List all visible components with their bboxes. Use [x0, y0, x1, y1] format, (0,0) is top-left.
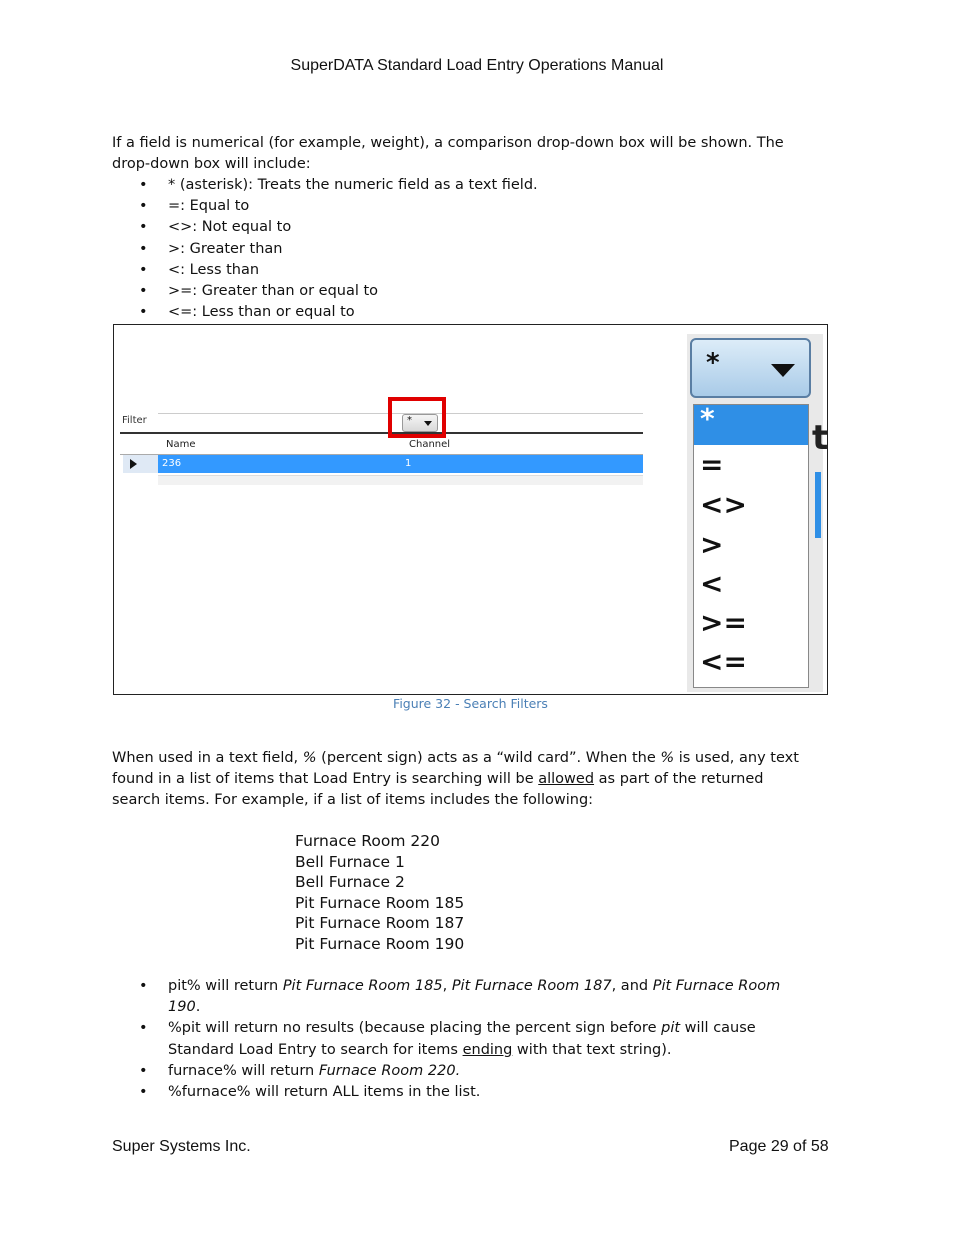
cutoff-letter: t [812, 418, 829, 458]
dropdown-value: * [407, 415, 412, 426]
list-item: • <>: Not equal to [112, 217, 832, 238]
intro-line-1: If a field is numerical (for example, weight), a comparison drop-down box will be shown. The [112, 135, 784, 151]
footer-company: Super Systems Inc. [112, 1138, 251, 1155]
table-row[interactable] [158, 455, 643, 473]
wildcard-line-3: search items. For example, if a list of items includes the following: [112, 792, 594, 808]
cell-name: 236 [162, 458, 182, 469]
intro-line-2: drop-down box will include: [112, 156, 311, 172]
list-item: • * (asterisk): Treats the numeric field as a text field. [112, 175, 832, 196]
row-arrow-icon [129, 458, 139, 470]
list-item: Furnace Room 220 [295, 832, 440, 850]
row-selector[interactable] [123, 455, 159, 473]
cutoff-selection-bar [815, 472, 821, 538]
list-item: • <=: Less than or equal to [112, 302, 832, 323]
highlight-box [388, 397, 446, 438]
list-item: Pit Furnace Room 185 [295, 893, 465, 912]
operator-list [112, 175, 832, 323]
zoomed-dropdown-value: * [706, 348, 720, 378]
list-item: • =: Equal to [112, 196, 832, 217]
option-asterisk[interactable]: * [700, 402, 715, 435]
list-item: Bell Furnace 1 [295, 852, 405, 871]
list-item: Bell Furnace 2 [295, 873, 405, 891]
list-item: Pit Furnace Room 187 [295, 914, 465, 932]
list-item: • %furnace% will return ALL items in the list. [112, 1082, 842, 1103]
example-items [295, 831, 464, 954]
list-item: • >=: Greater than or equal to [112, 281, 832, 302]
column-header-name[interactable]: Name [166, 439, 196, 450]
wildcard-paragraph [112, 748, 842, 811]
list-item: • >: Greater than [112, 239, 832, 260]
zoomed-dropdown-button[interactable] [690, 338, 811, 398]
option-equal[interactable]: = [700, 448, 724, 481]
intro-paragraph [112, 133, 784, 175]
chevron-down-icon [771, 364, 797, 380]
cell-channel: 1 [405, 458, 412, 469]
footer-page-number: Page 29 of 58 [729, 1138, 829, 1155]
page-header: SuperDATA Standard Load Entry Operations Manual [290, 57, 664, 74]
filter-grid [120, 410, 643, 484]
column-header-channel[interactable]: Channel [409, 439, 451, 450]
wildcard-line-2: found in a list of items that Load Entry is searching will be allowed as part of the returned [112, 771, 764, 787]
option-greater[interactable]: > [700, 528, 724, 561]
list-item: • furnace% will return Furnace Room 220. [112, 1061, 842, 1082]
option-less-equal[interactable]: <= [700, 645, 747, 678]
table-row[interactable] [158, 475, 643, 485]
grid-header-row [120, 432, 643, 455]
option-not-equal[interactable]: <> [700, 488, 747, 521]
list-item: Pit Furnace Room 190 [295, 934, 465, 953]
option-greater-equal[interactable]: >= [700, 606, 747, 639]
figure-caption: Figure 32 - Search Filters [393, 696, 548, 711]
filter-label: Filter [122, 415, 147, 426]
list-item: • %pit will return no results (because placing the percent sign before pit will cause Standard Load Entry to search for items ending with that text string). [112, 1018, 842, 1060]
option-less[interactable]: < [700, 567, 724, 600]
list-item: • pit% will return Pit Furnace Room 185, Pit Furnace Room 187, and Pit Furnace Room 190. [112, 976, 842, 1018]
example-results-list [112, 976, 842, 1103]
list-item: • <: Less than [112, 260, 832, 281]
wildcard-line-1: When used in a text field, % (percent sign) acts as a “wild card”. When the % is used, any text [112, 750, 799, 766]
